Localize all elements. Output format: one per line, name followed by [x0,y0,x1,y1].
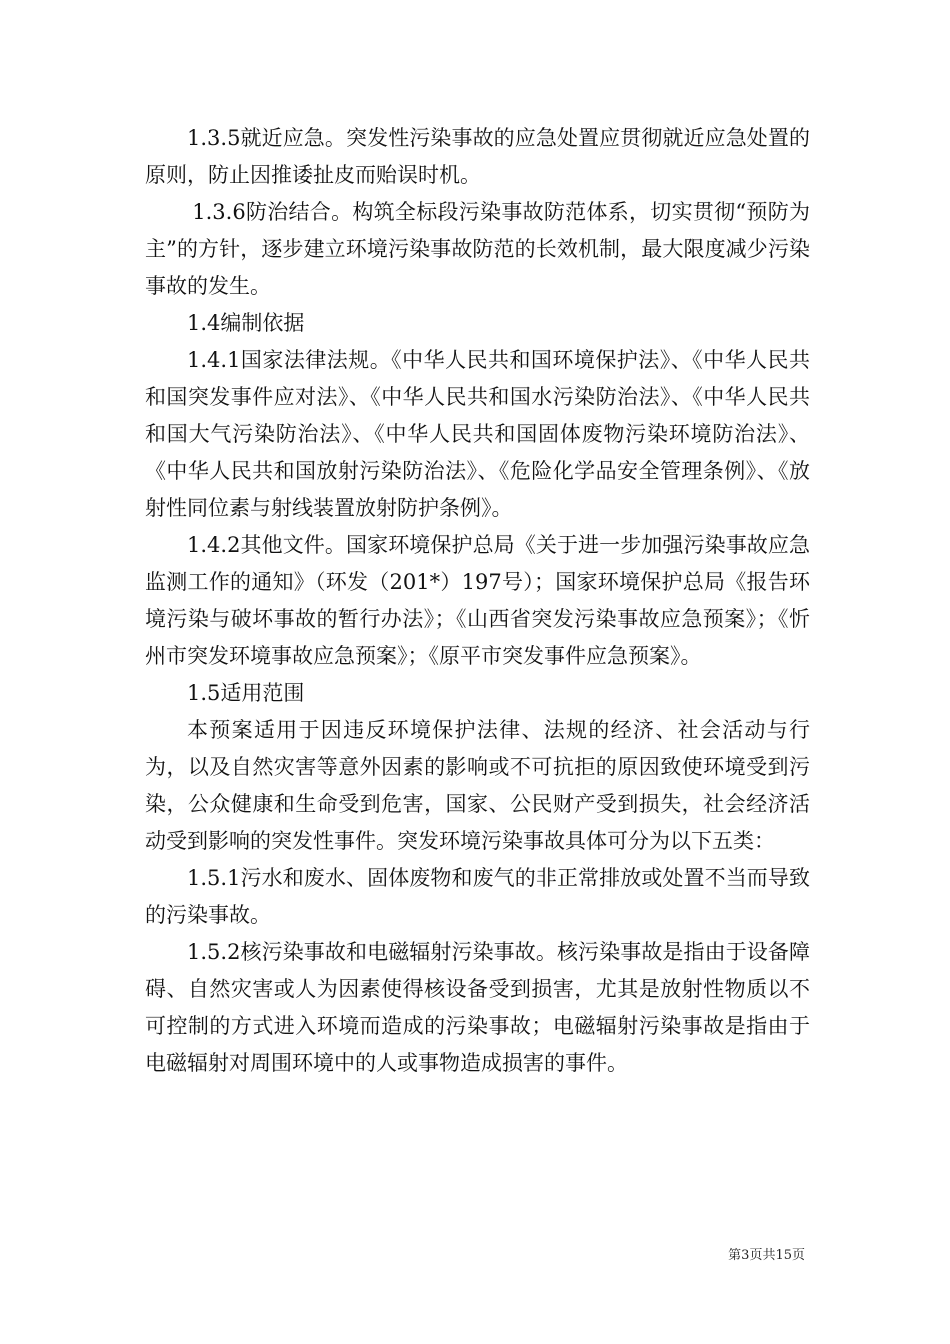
paragraph-1-3-5: 1.3.5就近应急。突发性污染事故的应急处置应贯彻就近应急处置的原则，防止因推诿扯皮而贻误时机。 [145,126,810,187]
paragraph-1-5-2: 1.5.2核污染事故和电磁辐射污染事故。核污染事故是指由于设备障碍、自然灾害或人为因素使得核设备受到损害，尤其是放射性物质以不可控制的方式进入环境而造成的污染事故；电磁辐射污染事故是指由于电磁辐射对周围环境中的人或事物造成损害的事件。 [145,940,810,1075]
page-number-footer: 第3页共15页 [728,1248,805,1263]
heading-1-4: 1.4编制依据 [187,311,305,335]
paragraph-1-3-6: 1.3.6防治结合。构筑全标段污染事故防范体系，切实贯彻“预防为主”的方针，逐步建立环境污染事故防范的长效机制，最大限度减少污染事故的发生。 [145,200,810,298]
paragraph-scope: 本预案适用于因违反环境保护法律、法规的经济、社会活动与行为，以及自然灾害等意外因素的影响或不可抗拒的原因致使环境受到污染，公众健康和生命受到危害，国家、公民财产受到损失，社会经济活动受到影响的突发性事件。突发环境污染事故具体可分为以下五类： [145,718,810,853]
paragraph-1-4-2: 1.4.2其他文件。国家环境保护总局《关于进一步加强污染事故应急监测工作的通知》（环发（201*）197号）；国家环境保护总局《报告环境污染与破坏事故的暂行办法》；《山西省突发污染事故应急预案》；《忻州市突发环境事故应急预案》；《原平市突发事件应急预案》。 [145,533,810,668]
paragraph-1-4-1: 1.4.1国家法律法规。《中华人民共和国环境保护法》、《中华人民共和国突发事件应对法》、《中华人民共和国水污染防治法》、《中华人民共和国大气污染防治法》、《中华人民共和国固体废物污染环境防治法》、《中华人民共和国放射污染防治法》、《危险化学品安全管理条例》、《放射性同位素与射线装置放射防护条例》。 [145,348,810,520]
paragraph-1-5-1: 1.5.1污水和废水、固体废物和废气的非正常排放或处置不当而导致的污染事故。 [145,866,810,927]
heading-1-5: 1.5适用范围 [187,681,305,705]
document-body [145,120,810,1082]
